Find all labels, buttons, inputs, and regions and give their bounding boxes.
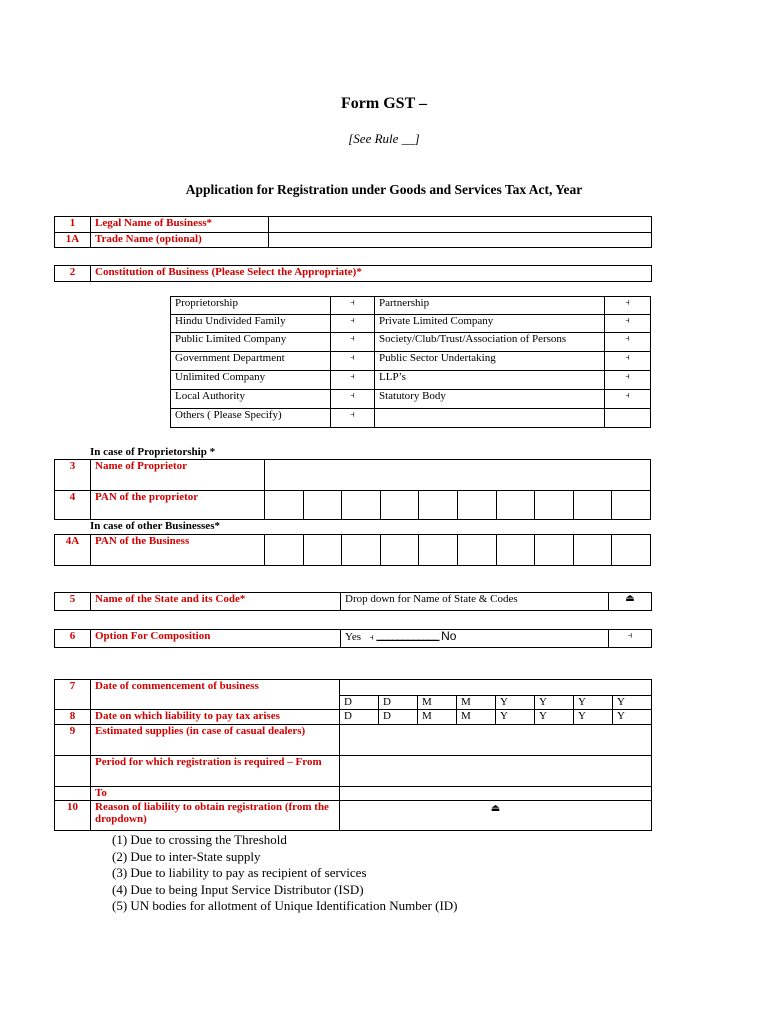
pan-char-box[interactable] — [612, 491, 651, 520]
legal-name-field[interactable] — [269, 217, 652, 233]
empty-cell — [55, 756, 91, 787]
row-number: 1 — [55, 217, 91, 233]
trade-name-field[interactable] — [269, 233, 652, 248]
list-item: (4) Due to being Input Service Distributor (ISD) — [112, 881, 364, 897]
checkbox-icon[interactable]: ⫞ — [605, 390, 651, 409]
row-number: 6 — [55, 630, 91, 648]
date-box-year[interactable]: Y — [574, 710, 613, 725]
proprietor-pan-label: PAN of the proprietor — [91, 491, 265, 520]
yes-label: Yes — [345, 631, 362, 643]
form-title: Form GST – — [341, 95, 427, 112]
pan-char-box[interactable] — [342, 535, 381, 566]
list-item: (3) Due to liability to pay as recipient of services — [112, 865, 367, 880]
pan-char-box[interactable] — [573, 535, 612, 566]
dropdown-icon[interactable]: ⏏ — [609, 593, 652, 611]
date-box-year[interactable]: Y — [613, 710, 652, 725]
pan-char-box[interactable] — [419, 491, 458, 520]
date-box-year[interactable]: Y — [613, 696, 652, 710]
legal-name-label: Legal Name of Business* — [91, 217, 269, 233]
option-label: Public Sector Undertaking — [375, 352, 605, 371]
option-label: LLP’s — [375, 371, 605, 390]
date-box-month[interactable]: M — [418, 710, 457, 725]
composition-table — [54, 629, 652, 648]
date-box-month[interactable]: M — [418, 696, 457, 710]
pan-char-box[interactable] — [303, 491, 342, 520]
checkbox-icon[interactable]: ⫞ — [331, 371, 375, 390]
checkbox-icon[interactable]: ⫞ — [331, 315, 375, 333]
row-number: 5 — [55, 593, 91, 611]
option-label: Others ( Please Specify) — [171, 409, 331, 428]
option-label: Unlimited Company — [171, 371, 331, 390]
checkbox-icon[interactable]: ⫞ — [605, 333, 651, 352]
list-item: (2) Due to inter-State supply — [112, 848, 261, 864]
pan-char-box[interactable] — [380, 491, 419, 520]
pan-char-box[interactable] — [265, 535, 304, 566]
row-number: 8 — [55, 710, 91, 725]
option-label: Private Limited Company — [375, 315, 605, 333]
reason-label: Reason of liability to obtain registration (from the dropdown) — [91, 801, 340, 831]
row-number: 9 — [55, 725, 91, 756]
date-box-month[interactable]: M — [457, 696, 496, 710]
row-number: 4A — [55, 535, 91, 566]
pan-char-box[interactable] — [380, 535, 419, 566]
option-label: Government Department — [171, 352, 331, 371]
pan-char-box[interactable] — [612, 535, 651, 566]
option-label: Proprietorship — [171, 297, 331, 315]
period-to-label: To — [91, 787, 340, 801]
proprietorship-note: In case of Proprietorship * — [90, 446, 216, 458]
empty-cell — [55, 787, 91, 801]
pan-char-box[interactable] — [496, 535, 535, 566]
estimated-supplies-field[interactable] — [340, 725, 652, 756]
pan-char-box[interactable] — [342, 491, 381, 520]
pan-char-box[interactable] — [457, 491, 496, 520]
pan-char-box[interactable] — [303, 535, 342, 566]
specify-field[interactable] — [375, 409, 605, 428]
pan-char-box[interactable] — [265, 491, 304, 520]
reason-list — [112, 832, 457, 915]
row-number: 2 — [55, 266, 91, 282]
checkbox-icon[interactable]: ⫞ — [331, 352, 375, 371]
date-box-day[interactable]: D — [379, 696, 418, 710]
dates-table — [54, 679, 652, 831]
state-dropdown-text[interactable]: Drop down for Name of State & Codes — [341, 593, 609, 611]
commencement-spacer — [340, 680, 652, 696]
checkbox-icon[interactable]: ⫞ — [605, 315, 651, 333]
proprietor-name-label: Name of Proprietor — [91, 460, 265, 491]
state-label: Name of the State and its Code* — [91, 593, 341, 611]
option-label: Statutory Body — [375, 390, 605, 409]
option-label: Hindu Undivided Family — [171, 315, 331, 333]
pan-char-box[interactable] — [457, 535, 496, 566]
date-box-year[interactable]: Y — [574, 696, 613, 710]
rule-reference: [See Rule __] — [348, 131, 420, 146]
estimated-supplies-label: Estimated supplies (in case of casual dealers) — [91, 725, 340, 756]
constitution-label: Constitution of Business (Please Select the Appropriate)* — [91, 266, 652, 282]
date-box-day[interactable]: D — [340, 710, 379, 725]
checkbox-icon[interactable]: ⫞ — [605, 352, 651, 371]
pan-char-box[interactable] — [535, 491, 574, 520]
date-box-day[interactable]: D — [379, 710, 418, 725]
business-pan-label: PAN of the Business — [91, 535, 265, 566]
option-label: Public Limited Company — [171, 333, 331, 352]
checkbox-icon[interactable]: ⫞ — [605, 297, 651, 315]
no-checkbox-icon[interactable]: ⫞ — [609, 630, 652, 648]
no-label: No — [441, 629, 457, 643]
pan-char-box[interactable] — [535, 535, 574, 566]
row-number: 7 — [55, 680, 91, 710]
date-box-year[interactable]: Y — [535, 696, 574, 710]
date-box-month[interactable]: M — [457, 710, 496, 725]
state-table — [54, 592, 652, 611]
checkbox-icon[interactable]: ⫞ — [331, 390, 375, 409]
proprietor-name-field[interactable] — [265, 460, 651, 491]
date-box-year[interactable]: Y — [535, 710, 574, 725]
liability-date-label: Date on which liability to pay tax arises — [91, 710, 340, 725]
empty-cell — [605, 409, 651, 428]
option-label: Partnership — [375, 297, 605, 315]
pan-char-box[interactable] — [419, 535, 458, 566]
dash-separator: ▁▁▁▁▁▁▁▁▁▁▁▁ — [376, 632, 439, 642]
checkbox-icon[interactable]: ⫞ — [331, 297, 375, 315]
constitution-header-table — [54, 265, 652, 282]
period-to-field[interactable] — [340, 787, 652, 801]
checkbox-icon[interactable]: ⫞ — [605, 371, 651, 390]
pan-char-box[interactable] — [573, 491, 612, 520]
trade-name-label: Trade Name (optional) — [91, 233, 269, 248]
date-box-day[interactable]: D — [340, 696, 379, 710]
composition-options — [341, 630, 609, 648]
commencement-date-label: Date of commencement of business — [91, 680, 340, 710]
other-business-note: In case of other Businesses* — [90, 520, 220, 532]
list-item: (1) Due to crossing the Threshold — [112, 832, 287, 847]
constitution-options-table — [170, 296, 651, 428]
row-number: 10 — [55, 801, 91, 831]
yes-checkbox-icon[interactable]: ⫞ — [369, 633, 374, 643]
reason-dropdown-icon[interactable]: ⏏ — [340, 801, 652, 831]
business-name-table — [54, 216, 652, 248]
period-from-label: Period for which registration is required – From — [91, 756, 340, 787]
option-label: Society/Club/Trust/Association of Persons — [375, 333, 605, 352]
pan-char-box[interactable] — [496, 491, 535, 520]
business-pan-table — [54, 534, 651, 566]
checkbox-icon[interactable]: ⫞ — [331, 333, 375, 352]
proprietor-table — [54, 459, 651, 520]
checkbox-icon[interactable]: ⫞ — [331, 409, 375, 428]
option-label: Local Authority — [171, 390, 331, 409]
period-from-field[interactable] — [340, 756, 652, 787]
form-heading: Application for Registration under Goods and Services Tax Act, Year — [185, 182, 583, 197]
composition-label: Option For Composition — [91, 630, 341, 648]
date-box-year[interactable]: Y — [496, 710, 535, 725]
row-number: 1A — [55, 233, 91, 248]
date-box-year[interactable]: Y — [496, 696, 535, 710]
row-number: 3 — [55, 460, 91, 491]
row-number: 4 — [55, 491, 91, 520]
list-item: (5) UN bodies for allotment of Unique Identification Number (ID) — [112, 898, 458, 913]
